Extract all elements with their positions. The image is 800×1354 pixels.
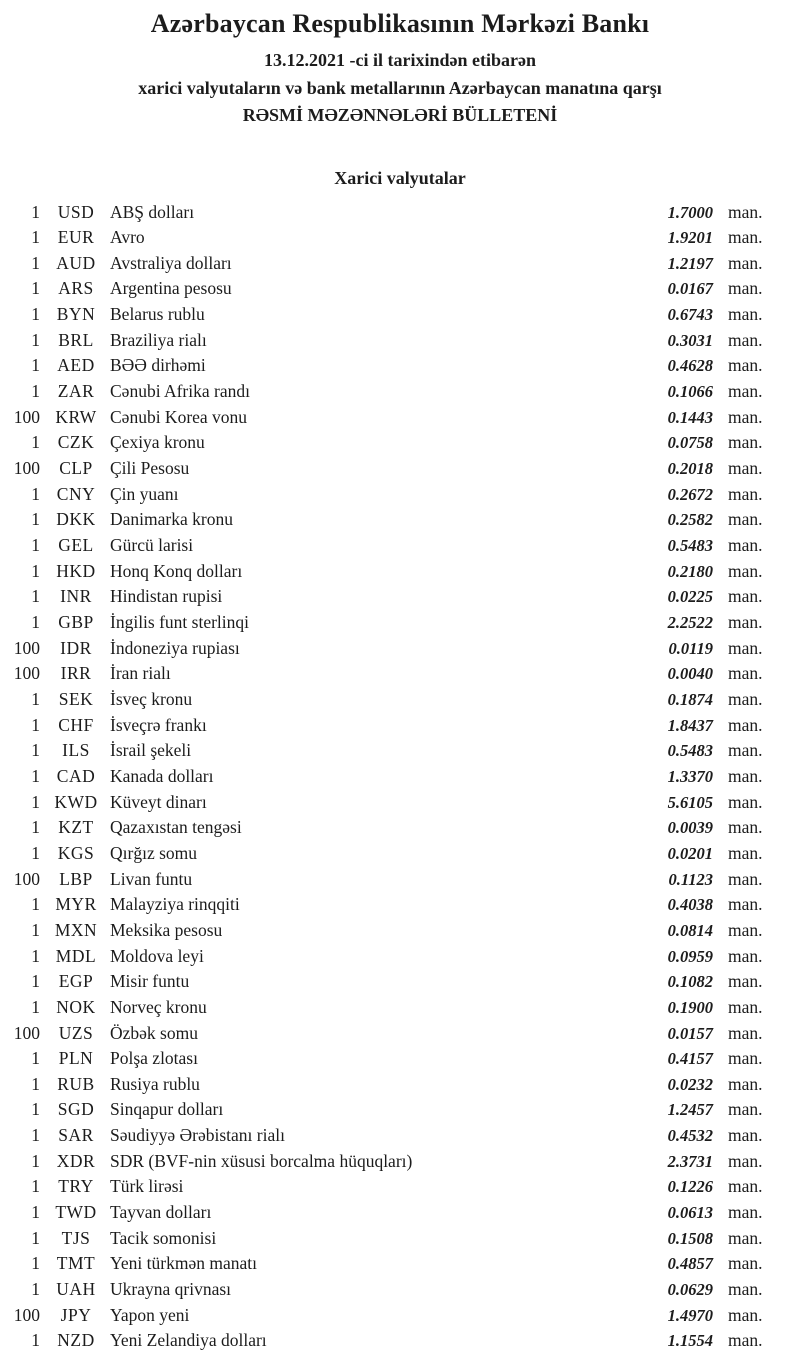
currency-code-cell: CHF	[48, 713, 104, 739]
rate-row	[0, 764, 800, 790]
rate-value-cell: 0.2582	[618, 507, 713, 533]
quantity-cell: 1	[0, 200, 40, 226]
quantity-cell: 1	[0, 687, 40, 713]
rate-row	[0, 1277, 800, 1303]
rate-value-cell: 1.3370	[618, 764, 713, 790]
quantity-cell: 1	[0, 328, 40, 354]
rate-row	[0, 713, 800, 739]
rate-row	[0, 1123, 800, 1149]
currency-name-cell: Türk lirəsi	[110, 1174, 618, 1200]
quantity-cell: 1	[0, 738, 40, 764]
currency-code-cell: TWD	[48, 1200, 104, 1226]
currency-name-cell: Avstraliya dolları	[110, 251, 618, 277]
unit-cell: man.	[713, 1251, 800, 1277]
currency-code-cell: SAR	[48, 1123, 104, 1149]
currency-code-cell: BYN	[48, 302, 104, 328]
unit-cell: man.	[713, 225, 800, 251]
subject-line: xarici valyutaların və bank metallarının Azərbaycan manatına qarşı	[0, 75, 800, 103]
rate-row	[0, 1251, 800, 1277]
quantity-cell: 1	[0, 841, 40, 867]
rate-value-cell: 0.4857	[618, 1251, 713, 1277]
unit-cell: man.	[713, 687, 800, 713]
quantity-cell: 1	[0, 969, 40, 995]
rate-value-cell: 0.0040	[618, 661, 713, 687]
quantity-cell: 1	[0, 790, 40, 816]
rate-row	[0, 533, 800, 559]
rate-value-cell: 0.4628	[618, 353, 713, 379]
currency-name-cell: Tayvan dolları	[110, 1200, 618, 1226]
unit-cell: man.	[713, 790, 800, 816]
unit-cell: man.	[713, 841, 800, 867]
rate-row	[0, 1097, 800, 1123]
quantity-cell: 1	[0, 1072, 40, 1098]
quantity-cell: 1	[0, 507, 40, 533]
rate-value-cell: 0.2018	[618, 456, 713, 482]
currency-name-cell: Səudiyyə Ərəbistanı rialı	[110, 1123, 618, 1149]
currency-code-cell: MXN	[48, 918, 104, 944]
currency-code-cell: GBP	[48, 610, 104, 636]
rate-value-cell: 0.1082	[618, 969, 713, 995]
currency-name-cell: Malayziya rinqqiti	[110, 892, 618, 918]
rate-row	[0, 1046, 800, 1072]
currency-name-cell: Braziliya rialı	[110, 328, 618, 354]
quantity-cell: 1	[0, 1149, 40, 1175]
rate-value-cell: 0.2672	[618, 482, 713, 508]
quantity-cell: 1	[0, 918, 40, 944]
currency-name-cell: Avro	[110, 225, 618, 251]
rate-row	[0, 225, 800, 251]
rate-row	[0, 251, 800, 277]
quantity-cell: 1	[0, 1328, 40, 1354]
rate-value-cell: 0.4532	[618, 1123, 713, 1149]
currency-code-cell: PLN	[48, 1046, 104, 1072]
rate-value-cell: 0.0167	[618, 276, 713, 302]
rate-value-cell: 0.1066	[618, 379, 713, 405]
rate-row	[0, 405, 800, 431]
unit-cell: man.	[713, 302, 800, 328]
rate-value-cell: 0.0814	[618, 918, 713, 944]
currency-code-cell: CZK	[48, 430, 104, 456]
currency-name-cell: Norveç kronu	[110, 995, 618, 1021]
rate-row	[0, 687, 800, 713]
currency-name-cell: Misir funtu	[110, 969, 618, 995]
rate-row	[0, 456, 800, 482]
currency-name-cell: Çin yuanı	[110, 482, 618, 508]
quantity-cell: 1	[0, 251, 40, 277]
unit-cell: man.	[713, 584, 800, 610]
quantity-cell: 1	[0, 1200, 40, 1226]
unit-cell: man.	[713, 636, 800, 662]
unit-cell: man.	[713, 1226, 800, 1252]
rate-value-cell: 0.1874	[618, 687, 713, 713]
currency-name-cell: İsveç kronu	[110, 687, 618, 713]
currency-name-cell: Küveyt dinarı	[110, 790, 618, 816]
rate-value-cell: 0.6743	[618, 302, 713, 328]
currency-name-cell: Hindistan rupisi	[110, 584, 618, 610]
rate-value-cell: 0.0613	[618, 1200, 713, 1226]
currency-name-cell: BƏƏ dirhəmi	[110, 353, 618, 379]
quantity-cell: 1	[0, 892, 40, 918]
currency-code-cell: NZD	[48, 1328, 104, 1354]
rate-value-cell: 1.2457	[618, 1097, 713, 1123]
quantity-cell: 100	[0, 1303, 40, 1329]
quantity-cell: 1	[0, 379, 40, 405]
quantity-cell: 1	[0, 533, 40, 559]
unit-cell: man.	[713, 1072, 800, 1098]
unit-cell: man.	[713, 482, 800, 508]
quantity-cell: 1	[0, 610, 40, 636]
quantity-cell: 100	[0, 867, 40, 893]
quantity-cell: 1	[0, 1226, 40, 1252]
unit-cell: man.	[713, 918, 800, 944]
rate-value-cell: 0.0629	[618, 1277, 713, 1303]
currency-name-cell: Sinqapur dolları	[110, 1097, 618, 1123]
unit-cell: man.	[713, 328, 800, 354]
quantity-cell: 1	[0, 944, 40, 970]
rate-row	[0, 995, 800, 1021]
currency-name-cell: İsveçrə frankı	[110, 713, 618, 739]
quantity-cell: 1	[0, 1251, 40, 1277]
currency-code-cell: KWD	[48, 790, 104, 816]
section-title-foreign-currencies: Xarici valyutalar	[0, 167, 800, 189]
currency-code-cell: AUD	[48, 251, 104, 277]
currency-code-cell: KRW	[48, 405, 104, 431]
currency-name-cell: Livan funtu	[110, 867, 618, 893]
rate-row	[0, 790, 800, 816]
unit-cell: man.	[713, 1303, 800, 1329]
currency-code-cell: ZAR	[48, 379, 104, 405]
rate-value-cell: 0.1508	[618, 1226, 713, 1252]
unit-cell: man.	[713, 1123, 800, 1149]
rate-row	[0, 1174, 800, 1200]
rate-value-cell: 0.0201	[618, 841, 713, 867]
rate-value-cell: 0.0039	[618, 815, 713, 841]
unit-cell: man.	[713, 738, 800, 764]
currency-name-cell: Yeni Zelandiya dolları	[110, 1328, 618, 1354]
currency-name-cell: Özbək somu	[110, 1021, 618, 1047]
quantity-cell: 1	[0, 1174, 40, 1200]
rate-value-cell: 1.2197	[618, 251, 713, 277]
quantity-cell: 100	[0, 1021, 40, 1047]
quantity-cell: 100	[0, 661, 40, 687]
quantity-cell: 1	[0, 1046, 40, 1072]
rate-value-cell: 0.5483	[618, 533, 713, 559]
currency-code-cell: UAH	[48, 1277, 104, 1303]
quantity-cell: 1	[0, 482, 40, 508]
currency-code-cell: INR	[48, 584, 104, 610]
unit-cell: man.	[713, 1174, 800, 1200]
currency-name-cell: Çexiya kronu	[110, 430, 618, 456]
rate-row	[0, 1200, 800, 1226]
quantity-cell: 1	[0, 764, 40, 790]
currency-name-cell: Qazaxıstan tengəsi	[110, 815, 618, 841]
currency-name-cell: Meksika pesosu	[110, 918, 618, 944]
unit-cell: man.	[713, 1149, 800, 1175]
currency-name-cell: Yapon yeni	[110, 1303, 618, 1329]
rate-row	[0, 1303, 800, 1329]
rate-value-cell: 1.4970	[618, 1303, 713, 1329]
rate-row	[0, 867, 800, 893]
rate-value-cell: 1.1554	[618, 1328, 713, 1354]
currency-code-cell: RUB	[48, 1072, 104, 1098]
rate-row	[0, 738, 800, 764]
rate-value-cell: 0.3031	[618, 328, 713, 354]
rate-value-cell: 0.5483	[618, 738, 713, 764]
currency-name-cell: Qırğız somu	[110, 841, 618, 867]
currency-code-cell: SEK	[48, 687, 104, 713]
quantity-cell: 1	[0, 995, 40, 1021]
unit-cell: man.	[713, 353, 800, 379]
quantity-cell: 1	[0, 276, 40, 302]
quantity-cell: 1	[0, 584, 40, 610]
currency-code-cell: CLP	[48, 456, 104, 482]
rate-value-cell: 0.4157	[618, 1046, 713, 1072]
rate-value-cell: 5.6105	[618, 790, 713, 816]
currency-code-cell: JPY	[48, 1303, 104, 1329]
unit-cell: man.	[713, 559, 800, 585]
rate-value-cell: 0.1226	[618, 1174, 713, 1200]
currency-name-cell: İran rialı	[110, 661, 618, 687]
rate-value-cell: 1.7000	[618, 200, 713, 226]
quantity-cell: 100	[0, 456, 40, 482]
rate-row	[0, 969, 800, 995]
quantity-cell: 1	[0, 1097, 40, 1123]
unit-cell: man.	[713, 1021, 800, 1047]
rate-row	[0, 892, 800, 918]
unit-cell: man.	[713, 1277, 800, 1303]
currency-name-cell: Moldova leyi	[110, 944, 618, 970]
currency-code-cell: AED	[48, 353, 104, 379]
quantity-cell: 1	[0, 353, 40, 379]
unit-cell: man.	[713, 713, 800, 739]
rate-value-cell: 0.1443	[618, 405, 713, 431]
rate-row	[0, 918, 800, 944]
quantity-cell: 100	[0, 636, 40, 662]
currency-code-cell: KZT	[48, 815, 104, 841]
rate-row	[0, 353, 800, 379]
currency-code-cell: SGD	[48, 1097, 104, 1123]
currency-code-cell: UZS	[48, 1021, 104, 1047]
rate-row	[0, 276, 800, 302]
unit-cell: man.	[713, 276, 800, 302]
rate-row	[0, 302, 800, 328]
page-title: Azərbaycan Respublikasının Mərkəzi Bankı	[0, 9, 800, 39]
quantity-cell: 1	[0, 713, 40, 739]
quantity-cell: 1	[0, 225, 40, 251]
unit-cell: man.	[713, 764, 800, 790]
currency-name-cell: Cənubi Korea vonu	[110, 405, 618, 431]
currency-code-cell: DKK	[48, 507, 104, 533]
currency-code-cell: TJS	[48, 1226, 104, 1252]
currency-code-cell: HKD	[48, 559, 104, 585]
currency-name-cell: Yeni türkmən manatı	[110, 1251, 618, 1277]
rate-value-cell: 0.0232	[618, 1072, 713, 1098]
rate-value-cell: 0.0157	[618, 1021, 713, 1047]
quantity-cell: 1	[0, 1123, 40, 1149]
currency-name-cell: İndoneziya rupiası	[110, 636, 618, 662]
rate-value-cell: 0.0225	[618, 584, 713, 610]
rate-value-cell: 0.2180	[618, 559, 713, 585]
rate-row	[0, 841, 800, 867]
unit-cell: man.	[713, 533, 800, 559]
rate-row	[0, 584, 800, 610]
currency-name-cell: Gürcü larisi	[110, 533, 618, 559]
bulletin-name-line: RƏSMİ MƏZƏNNƏLƏRİ BÜLLETENİ	[0, 102, 800, 130]
unit-cell: man.	[713, 969, 800, 995]
rate-row	[0, 1072, 800, 1098]
unit-cell: man.	[713, 892, 800, 918]
unit-cell: man.	[713, 815, 800, 841]
currency-name-cell: Tacik somonisi	[110, 1226, 618, 1252]
rate-row	[0, 661, 800, 687]
bulletin-header	[0, 0, 800, 130]
rate-value-cell: 1.9201	[618, 225, 713, 251]
rate-row	[0, 636, 800, 662]
rate-value-cell: 2.3731	[618, 1149, 713, 1175]
rate-value-cell: 0.1900	[618, 995, 713, 1021]
unit-cell: man.	[713, 430, 800, 456]
currency-code-cell: KGS	[48, 841, 104, 867]
currency-code-cell: LBP	[48, 867, 104, 893]
currency-name-cell: SDR (BVF-nin xüsusi borcalma hüquqları)	[110, 1149, 618, 1175]
currency-name-cell: Polşa zlotası	[110, 1046, 618, 1072]
rate-row	[0, 1021, 800, 1047]
unit-cell: man.	[713, 1046, 800, 1072]
currency-name-cell: Cənubi Afrika randı	[110, 379, 618, 405]
currency-code-cell: USD	[48, 200, 104, 226]
rate-value-cell: 2.2522	[618, 610, 713, 636]
currency-code-cell: XDR	[48, 1149, 104, 1175]
rate-row	[0, 430, 800, 456]
quantity-cell: 1	[0, 302, 40, 328]
unit-cell: man.	[713, 405, 800, 431]
unit-cell: man.	[713, 507, 800, 533]
currency-name-cell: Argentina pesosu	[110, 276, 618, 302]
rate-value-cell: 0.0959	[618, 944, 713, 970]
rate-value-cell: 1.8437	[618, 713, 713, 739]
currency-code-cell: NOK	[48, 995, 104, 1021]
rate-row	[0, 944, 800, 970]
unit-cell: man.	[713, 867, 800, 893]
rate-value-cell: 0.0119	[618, 636, 713, 662]
currency-code-cell: IDR	[48, 636, 104, 662]
currency-code-cell: CNY	[48, 482, 104, 508]
rate-row	[0, 507, 800, 533]
currency-code-cell: MYR	[48, 892, 104, 918]
rate-row	[0, 815, 800, 841]
currency-code-cell: IRR	[48, 661, 104, 687]
rate-row	[0, 482, 800, 508]
rate-row	[0, 379, 800, 405]
currency-name-cell: Kanada dolları	[110, 764, 618, 790]
unit-cell: man.	[713, 1200, 800, 1226]
effective-date-line: 13.12.2021 -ci il tarixindən etibarən	[0, 47, 800, 75]
rate-value-cell: 0.0758	[618, 430, 713, 456]
unit-cell: man.	[713, 610, 800, 636]
rate-row	[0, 1328, 800, 1354]
currency-code-cell: CAD	[48, 764, 104, 790]
unit-cell: man.	[713, 995, 800, 1021]
currency-name-cell: Ukrayna qrivnası	[110, 1277, 618, 1303]
quantity-cell: 1	[0, 430, 40, 456]
unit-cell: man.	[713, 379, 800, 405]
currency-code-cell: MDL	[48, 944, 104, 970]
currency-code-cell: TRY	[48, 1174, 104, 1200]
rate-row	[0, 200, 800, 226]
unit-cell: man.	[713, 456, 800, 482]
quantity-cell: 100	[0, 405, 40, 431]
rate-row	[0, 1149, 800, 1175]
currency-code-cell: TMT	[48, 1251, 104, 1277]
quantity-cell: 1	[0, 815, 40, 841]
currency-code-cell: EGP	[48, 969, 104, 995]
unit-cell: man.	[713, 944, 800, 970]
currency-code-cell: BRL	[48, 328, 104, 354]
currency-code-cell: EUR	[48, 225, 104, 251]
currency-name-cell: Honq Konq dolları	[110, 559, 618, 585]
currency-name-cell: İngilis funt sterlinqi	[110, 610, 618, 636]
currency-name-cell: Danimarka kronu	[110, 507, 618, 533]
rate-row	[0, 610, 800, 636]
exchange-rates-table	[0, 200, 800, 1354]
currency-code-cell: ARS	[48, 276, 104, 302]
currency-code-cell: GEL	[48, 533, 104, 559]
rate-row	[0, 1226, 800, 1252]
currency-name-cell: Belarus rublu	[110, 302, 618, 328]
rate-row	[0, 559, 800, 585]
quantity-cell: 1	[0, 559, 40, 585]
unit-cell: man.	[713, 1097, 800, 1123]
currency-code-cell: ILS	[48, 738, 104, 764]
rate-value-cell: 0.1123	[618, 867, 713, 893]
currency-name-cell: Çili Pesosu	[110, 456, 618, 482]
quantity-cell: 1	[0, 1277, 40, 1303]
unit-cell: man.	[713, 200, 800, 226]
currency-name-cell: Rusiya rublu	[110, 1072, 618, 1098]
rate-row	[0, 328, 800, 354]
unit-cell: man.	[713, 251, 800, 277]
currency-name-cell: İsrail şekeli	[110, 738, 618, 764]
unit-cell: man.	[713, 1328, 800, 1354]
rate-value-cell: 0.4038	[618, 892, 713, 918]
currency-name-cell: ABŞ dolları	[110, 200, 618, 226]
unit-cell: man.	[713, 661, 800, 687]
